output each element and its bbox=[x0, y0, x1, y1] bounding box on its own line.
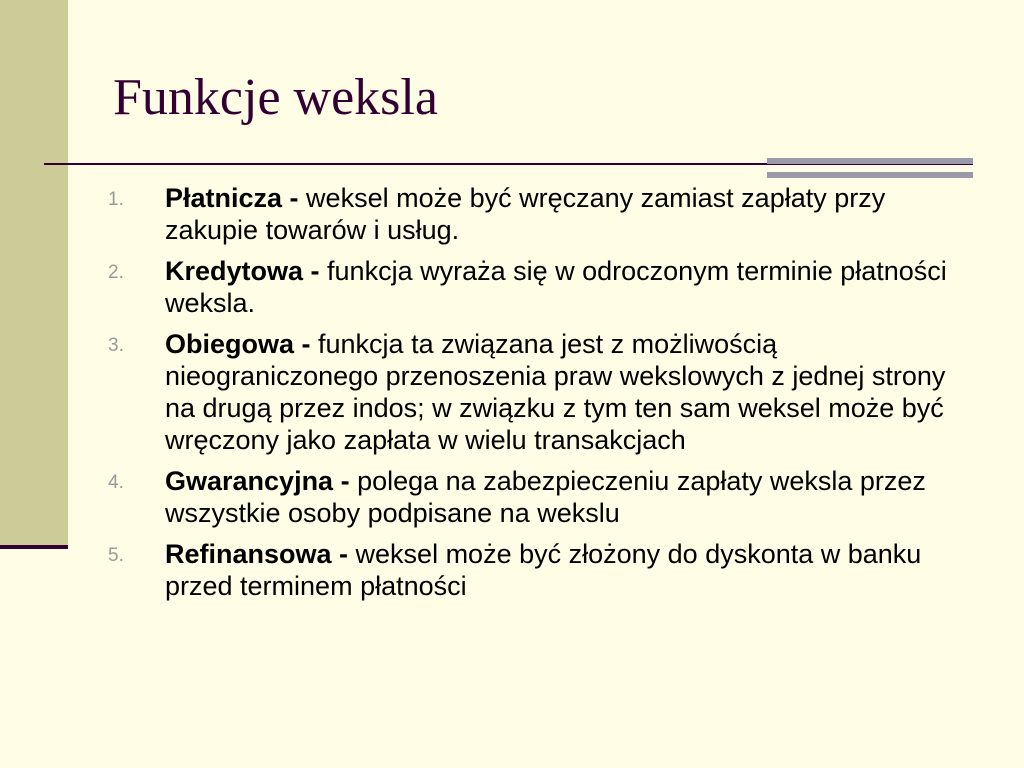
list-item bbox=[108, 255, 978, 319]
left-decorative-band bbox=[0, 0, 68, 545]
left-decorative-line bbox=[0, 545, 68, 549]
list-item-number: 3. bbox=[108, 335, 124, 356]
list-item-term: Gwarancyjna - bbox=[165, 466, 350, 496]
list-item-text: weksel może być wręczany zamiast zapłaty przy zakupie towarów i usług. bbox=[165, 183, 886, 245]
accent-bars bbox=[767, 158, 973, 180]
list-item-term: Kredytowa - bbox=[165, 256, 320, 286]
list-item-text: weksel może być złożony do dyskonta w banku przed terminem płatności bbox=[165, 539, 922, 601]
list-item-text: polega na zabezpieczeniu zapłaty weksla przez wszystkie osoby podpisane na wekslu bbox=[165, 466, 926, 528]
list-item-number: 5. bbox=[108, 545, 124, 566]
list-item-term: Obiegowa - bbox=[165, 329, 311, 359]
list-item bbox=[108, 538, 978, 602]
list-item-number: 2. bbox=[108, 262, 124, 283]
list-item-number: 4. bbox=[108, 472, 124, 493]
list-item bbox=[108, 465, 978, 529]
list-item-term: Płatnicza - bbox=[165, 183, 299, 213]
list-item bbox=[108, 182, 978, 246]
list-item bbox=[108, 328, 978, 456]
numbered-list bbox=[108, 182, 978, 611]
accent-bar-bottom bbox=[767, 172, 973, 178]
list-item-term: Refinansowa - bbox=[165, 539, 349, 569]
slide-title: Funkcje weksla bbox=[113, 69, 438, 126]
accent-bar-top bbox=[767, 158, 973, 164]
list-item-text: funkcja wyraża się w odroczonym terminie płatności weksla. bbox=[165, 256, 947, 318]
list-item-text: funkcja ta związana jest z możliwością nieograniczonego przenoszenia praw wekslowych z jednej strony na drugą przez indos; w związku z tym ten sam weksel może być wręczony jako zapłata w wielu transakcjach bbox=[165, 329, 946, 455]
list-item-number: 1. bbox=[108, 189, 124, 210]
